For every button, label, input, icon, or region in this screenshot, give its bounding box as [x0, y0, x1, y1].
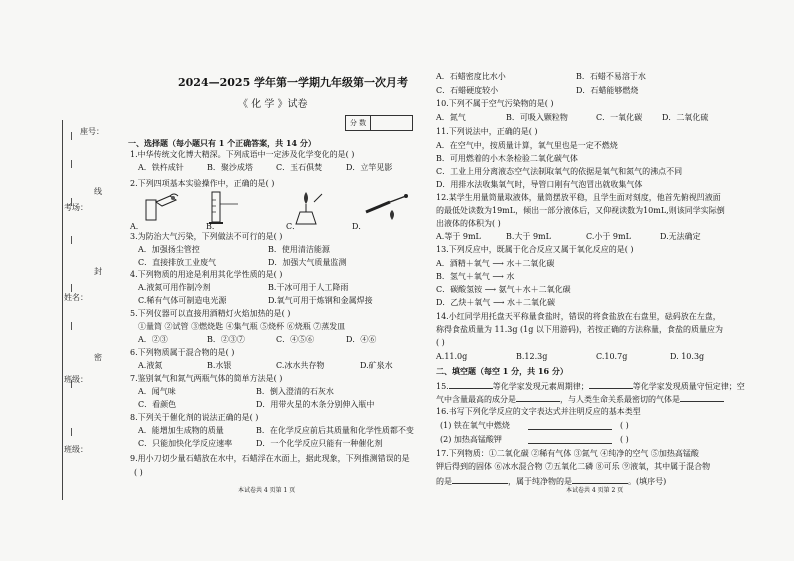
- q8-option-b: B．在化学反应前后其质量和化学性质都不变: [256, 426, 414, 435]
- q15-blank-4[interactable]: [680, 393, 724, 402]
- q6-option-c: C.冰水共存物: [276, 361, 325, 370]
- question-11: 11.下列说法中，正确的是( ): [436, 127, 538, 136]
- q1-option-d: D．立竿见影: [346, 163, 393, 172]
- question-15-line-1: [436, 380, 745, 392]
- binding-dash: [71, 284, 72, 292]
- section-1-heading: 一、选择题（每小题只有 1 个正确答案，共 14 分）: [128, 138, 316, 148]
- page-footer-left: 本试卷共 4 页第 1 页: [238, 487, 296, 494]
- q5-option-d: D．④⑥: [346, 335, 377, 344]
- question-15-line-2: [436, 393, 724, 405]
- exam-title: 2024—2025 学年第一学期九年级第一次月考: [178, 76, 409, 89]
- question-14-line-2: 称得食盐质量为 11.3g (1g 以下用游码)，若按正确的方法称量，食盐的质量应为: [436, 325, 724, 334]
- q1-option-a: A．铁杵成针: [138, 163, 184, 172]
- q9-option-b: B．石蜡不易溶于水: [576, 72, 646, 81]
- score-box: [345, 115, 413, 131]
- question-17-line-1: 17.下列物质：①二氧化碳 ②稀有气体 ③氮气 ④纯净的空气 ⑤加热高锰酸: [436, 449, 699, 458]
- question-16: 16.书写下列化学反应的文字表达式并注明反应的基本类型: [436, 407, 641, 416]
- q13-option-a: A．酒精＋氧气 ⟶ 水＋二氧化碳: [436, 259, 555, 268]
- q10-option-c: C．一氧化碳: [596, 113, 643, 122]
- q15-number: 15.: [436, 382, 449, 391]
- q9-option-c: C．石蜡硬度较小: [436, 86, 499, 95]
- q14-option-d: D. 10.3g: [670, 352, 705, 361]
- q15-blank-1[interactable]: [449, 380, 493, 389]
- binding-room-label: 考场：: [64, 203, 88, 212]
- q5-option-a: A．②③: [138, 335, 168, 344]
- q7-option-d: D．用带火星的木条分别伸入瓶中: [256, 400, 375, 409]
- q6-option-a: A.液氮: [138, 361, 163, 370]
- q2-option-a: A．: [130, 222, 144, 231]
- q16-type-1: ( ): [620, 421, 629, 430]
- q2-option-c: C．: [286, 222, 301, 231]
- question-3: 3.为防治大气污染，下列做法不可行的是( ): [130, 232, 283, 241]
- question-12-line-2: 的最低处读数为19mL，倾出一部分液体后，又仰视读数为10mL,则该同学实际倒: [436, 206, 725, 215]
- q2-illustrations: [136, 190, 416, 230]
- q5-items: ①量筒 ②试管 ③燃烧匙 ④集气瓶 ⑤烧杯 ⑥烧瓶 ⑦蒸发皿: [138, 322, 346, 331]
- question-17-line-3: [436, 475, 666, 487]
- q17-blank-2[interactable]: [572, 475, 628, 484]
- q11-option-d: D．用排水法收集氧气时，导管口刚有气泡冒出就收集气体: [436, 180, 643, 189]
- binding-class-label: 班级：: [64, 375, 88, 384]
- q15-blank-3[interactable]: [516, 393, 560, 402]
- q13-option-b: B．氢气＋氧气 ⟶ 水: [436, 272, 515, 281]
- score-label: 分 数: [346, 116, 371, 130]
- q15-blank-2[interactable]: [589, 380, 633, 389]
- binding-dash: [71, 236, 72, 244]
- q15-text-3: 气中含量最高的成分是: [436, 395, 516, 404]
- q17-text-1: 的是: [436, 477, 452, 486]
- q12-option-c: C.小于 9mL: [586, 232, 631, 241]
- q14-option-b: B.12.3g: [516, 352, 548, 361]
- question-17-line-2: 钾后得到的固体 ⑥冰水混合物 ⑦五氧化二磷 ⑧可乐 ⑨液氧，其中属于混合物: [436, 462, 711, 471]
- binding-dash: [71, 160, 72, 168]
- q12-option-a: A.等于 9mL: [436, 232, 481, 241]
- q17-blank-1[interactable]: [452, 475, 508, 484]
- test-tube-heating-icon: [362, 194, 414, 224]
- q6-option-b: B.水银: [207, 361, 232, 370]
- q15-text-2: 等化学家发现质量守恒定律；空: [632, 382, 745, 391]
- q9-option-a: A．石蜡密度比水小: [436, 72, 506, 81]
- question-5: 5.下列仪器可以直接用酒精灯火焰加热的是( ): [130, 309, 291, 318]
- q10-option-d: D．二氧化硫: [662, 113, 709, 122]
- q7-option-c: C．看颜色: [138, 400, 177, 409]
- q3-option-c: C．直接排放工业废气: [138, 258, 217, 267]
- question-1: 1.中华传统文化博大精深。下列成语中一定涉及化学变化的是( ): [130, 150, 355, 159]
- q10-option-b: B．可吸入颗粒物: [506, 113, 568, 122]
- q16-blank-2[interactable]: [528, 435, 612, 444]
- q4-option-b: B.干冰可用于人工降雨: [268, 283, 349, 292]
- q1-option-c: C．玉石俱焚: [276, 163, 323, 172]
- q11-option-c: C．工业上用分离液态空气法制取氧气的依据是氧气和氮气的沸点不同: [436, 167, 683, 176]
- binding-class-label-2: 班级：: [64, 445, 88, 454]
- q16-type-2: ( ): [620, 435, 629, 444]
- section-2-heading: 二、填空题（每空 1 分，共 16 分）: [436, 366, 568, 376]
- question-9: 9.用小刀切少量石蜡放在水中，石蜡浮在水面上，据此现象，下列推测错误的是: [130, 454, 410, 463]
- q5-option-c: C．④⑤⑥: [276, 335, 315, 344]
- q16-blank-1[interactable]: [528, 421, 612, 430]
- q16-item-2: (2) 加热高锰酸钾: [440, 435, 502, 444]
- q2-option-d: D．: [352, 222, 367, 231]
- binding-secret-label: 密: [94, 353, 102, 362]
- binding-dash: [71, 132, 72, 140]
- q4-option-c: C.稀有气体可制造电光源: [138, 296, 227, 305]
- q11-option-a: A．在空气中，按质量计算，氧气里也是一定不燃烧: [436, 141, 618, 150]
- q8-option-d: D．一个化学反应只能有一种催化剂: [256, 439, 383, 448]
- question-7: 7.鉴别氧气和氮气两瓶气体的简单方法是( ): [130, 374, 283, 383]
- question-8: 8.下列关于催化剂的说法正确的是( ): [130, 413, 259, 422]
- binding-seal-label: 封: [94, 267, 102, 276]
- binding-name-label: 姓名：: [64, 293, 88, 302]
- q17-text-2: ，属于纯净物的是: [508, 477, 572, 486]
- exam-subtitle: 《 化 学 》试卷: [238, 99, 308, 110]
- q15-text-1: 等化学家发现元素周期律；: [492, 382, 589, 391]
- page-footer-right: 本试卷共 4 页第 2 页: [566, 487, 624, 494]
- q3-option-a: A．加强扬尘管控: [138, 245, 200, 254]
- question-9-paren: ( ): [134, 468, 143, 477]
- q17-text-3: 。(填序号): [628, 477, 667, 486]
- q6-option-d: D.矿泉水: [360, 361, 393, 370]
- q7-option-a: A．闻气味: [138, 387, 176, 396]
- q8-option-a: A．能增加生成物的质量: [138, 426, 224, 435]
- question-14-line-3: ( ): [436, 338, 445, 347]
- q13-option-c: C．碳酸氢铵 ⟶ 氨气＋水＋二氧化碳: [436, 285, 571, 294]
- question-6: 6.下列物质属于混合物的是( ): [130, 348, 235, 357]
- binding-line-left: [62, 120, 63, 500]
- question-12-line-1: 12.某学生用量筒量取液体，量筒摆放平稳，且学生面对刻度，他首先俯视凹液面: [436, 193, 721, 202]
- binding-line-label: 线: [94, 187, 102, 196]
- q4-option-d: D.氧气可用于炼钢和金属焊接: [268, 296, 373, 305]
- q9-option-d: D．石蜡能够燃烧: [576, 86, 639, 95]
- q10-option-a: A．氮气: [436, 113, 466, 122]
- question-4: 4.下列物质的用途是利用其化学性质的是( ): [130, 270, 283, 279]
- question-13: 13.下列反应中，既属于化合反应又属于氧化反应的是( ): [436, 245, 634, 254]
- pouring-liquid-icon: [140, 192, 182, 222]
- binding-dash: [71, 428, 72, 436]
- question-2: 2.下列四项基本实验操作中，正确的是( ): [130, 179, 275, 188]
- question-14-line-1: 14.小红同学用托盘天平称量食盐时，错误的将食盐放在右盘里，砝码放在左盘，: [436, 312, 721, 321]
- q2-option-b: B．: [206, 222, 220, 231]
- q15-text-4: ，与人类生命关系最密切的气体是: [560, 395, 680, 404]
- q1-option-b: B．聚沙成塔: [207, 163, 253, 172]
- q13-option-d: D．乙炔＋氧气 ⟶ 水＋二氧化碳: [436, 298, 555, 307]
- q14-option-c: C.10.7g: [596, 352, 628, 361]
- q14-option-a: A.11.0g: [436, 352, 468, 361]
- binding-dash: [71, 322, 72, 330]
- q4-option-a: A.液氮可用作制冷剂: [138, 283, 211, 292]
- q16-item-1: (1) 铁在氧气中燃烧: [440, 421, 510, 430]
- q3-option-b: B．使用清洁能源: [268, 245, 330, 254]
- q11-option-b: B．可用燃着的小木条检验二氧化碳气体: [436, 154, 578, 163]
- q8-option-c: C．只能加快化学反应速率: [138, 439, 233, 448]
- graduated-cylinder-icon: [206, 190, 246, 226]
- question-12-line-3: 出液体的体积为( ): [436, 219, 501, 228]
- question-10: 10.下列不属于空气污染物的是( ): [436, 99, 554, 108]
- q5-option-b: B．②③⑦: [207, 335, 245, 344]
- alcohol-lamp-icon: [286, 190, 326, 226]
- q7-option-b: B．倒入澄清的石灰水: [256, 387, 334, 396]
- binding-seat-label: 座号：: [80, 127, 104, 136]
- q12-option-d: D.无法确定: [660, 232, 701, 241]
- q3-option-d: D．加强大气质量监测: [268, 258, 347, 267]
- q12-option-b: B.大于 9mL: [506, 232, 551, 241]
